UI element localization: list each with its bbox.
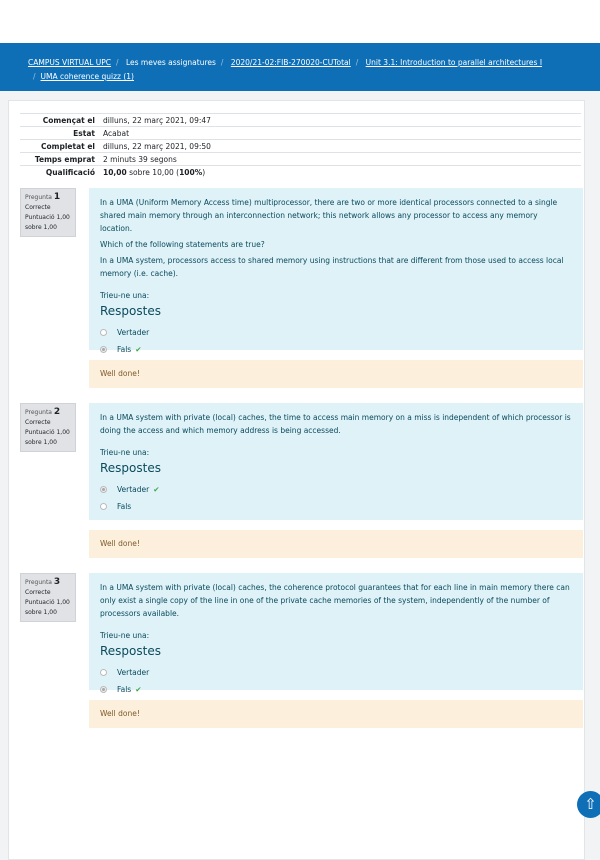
- question-state: Correcte: [25, 589, 51, 596]
- feedback: Well done!: [89, 530, 583, 558]
- feedback: Well done!: [89, 360, 583, 388]
- breadcrumb-quiz[interactable]: UMA coherence quizz (1): [40, 72, 134, 81]
- question-mark: Puntuació 1,00 sobre 1,00: [25, 429, 70, 446]
- answer-option[interactable]: Vertader: [100, 664, 572, 681]
- radio-button[interactable]: [100, 686, 107, 693]
- attempt-summary: [20, 113, 581, 179]
- radio-button[interactable]: [100, 346, 107, 353]
- breadcrumb-my-courses: Les meves assignatures: [125, 58, 216, 67]
- answers-title: Respostes: [100, 304, 161, 318]
- question-text: In a UMA system with private (local) caches, the time to access main memory on a miss is independent of which processor is doing the access and which memory address is being accessed. Trieu-ne una: Respostes Vertader ✔ Fals: [89, 403, 583, 520]
- question-state: Correcte: [25, 419, 51, 426]
- radio-button[interactable]: [100, 329, 107, 336]
- summary-row: Temps emprat 2 minuts 39 segons: [20, 153, 581, 166]
- question-mark: Puntuació 1,00 sobre 1,00: [25, 214, 70, 231]
- check-icon: ✔: [153, 485, 160, 494]
- scroll-to-top-button[interactable]: [577, 791, 600, 818]
- radio-button[interactable]: [100, 669, 107, 676]
- radio-button[interactable]: [100, 503, 107, 510]
- answer-option[interactable]: Fals ✔: [100, 681, 572, 698]
- quiz-review-card: [8, 100, 585, 860]
- answers-title: Respostes: [100, 644, 161, 658]
- breadcrumb-unit[interactable]: Unit 3.1: Introduction to parallel architectures I: [365, 58, 543, 67]
- top-bar: [0, 0, 600, 43]
- summary-row: Completat el dilluns, 22 març 2021, 09:50: [20, 140, 581, 153]
- check-icon: ✔: [135, 685, 142, 694]
- answers-title: Respostes: [100, 461, 161, 475]
- question-info: Pregunta 1 Correcte Puntuació 1,00 sobre 1,00: [20, 188, 76, 237]
- answer-option[interactable]: Fals: [100, 498, 572, 515]
- breadcrumb: CAMPUS VIRTUAL UPC / Les meves assignatures / 2020/21-02:FIB-270020-CUTotal / Unit 3.1: Introduction to parallel architectures I / UMA coherence quizz (1): [0, 43, 600, 91]
- check-icon: ✔: [135, 345, 142, 354]
- answer-option[interactable]: Vertader ✔: [100, 481, 572, 498]
- arrow-up-icon: ⇧: [584, 795, 597, 813]
- answer-option[interactable]: Vertader: [100, 324, 572, 341]
- summary-row: Començat el dilluns, 22 març 2021, 09:47: [20, 114, 581, 127]
- breadcrumb-campus[interactable]: CAMPUS VIRTUAL UPC: [28, 58, 112, 67]
- breadcrumb-course[interactable]: 2020/21-02:FIB-270020-CUTotal: [230, 58, 351, 67]
- summary-row: Estat Acabat: [20, 127, 581, 140]
- question-text: In a UMA (Uniform Memory Access time) multiprocessor, there are two or more identical processors connected to a single shared main memory through an interconnection network; this network allows any processor to access any memory location. Which of the following statements are true? In a UMA system, processors access to shared memory using instructions that are different from those used to access local memory (i.e. cache). Trieu-ne una: Respostes Vertader Fals ✔: [89, 188, 583, 350]
- question-info: Pregunta 2 Correcte Puntuació 1,00 sobre 1,00: [20, 403, 76, 452]
- summary-row: Qualificació 10,00 sobre 10,00 (100%): [20, 166, 581, 179]
- question-text: In a UMA system with private (local) caches, the coherence protocol guarantees that for each line in main memory there can only exist a single copy of the line in one of the private cache memories of the system, independently of the number of processors available. Trieu-ne una: Respostes Vertader Fals ✔: [89, 573, 583, 690]
- feedback: Well done!: [89, 700, 583, 728]
- answer-option[interactable]: Fals ✔: [100, 341, 572, 358]
- radio-button[interactable]: [100, 486, 107, 493]
- question-state: Correcte: [25, 204, 51, 211]
- question-mark: Puntuació 1,00 sobre 1,00: [25, 599, 70, 616]
- question-info: Pregunta 3 Correcte Puntuació 1,00 sobre 1,00: [20, 573, 76, 622]
